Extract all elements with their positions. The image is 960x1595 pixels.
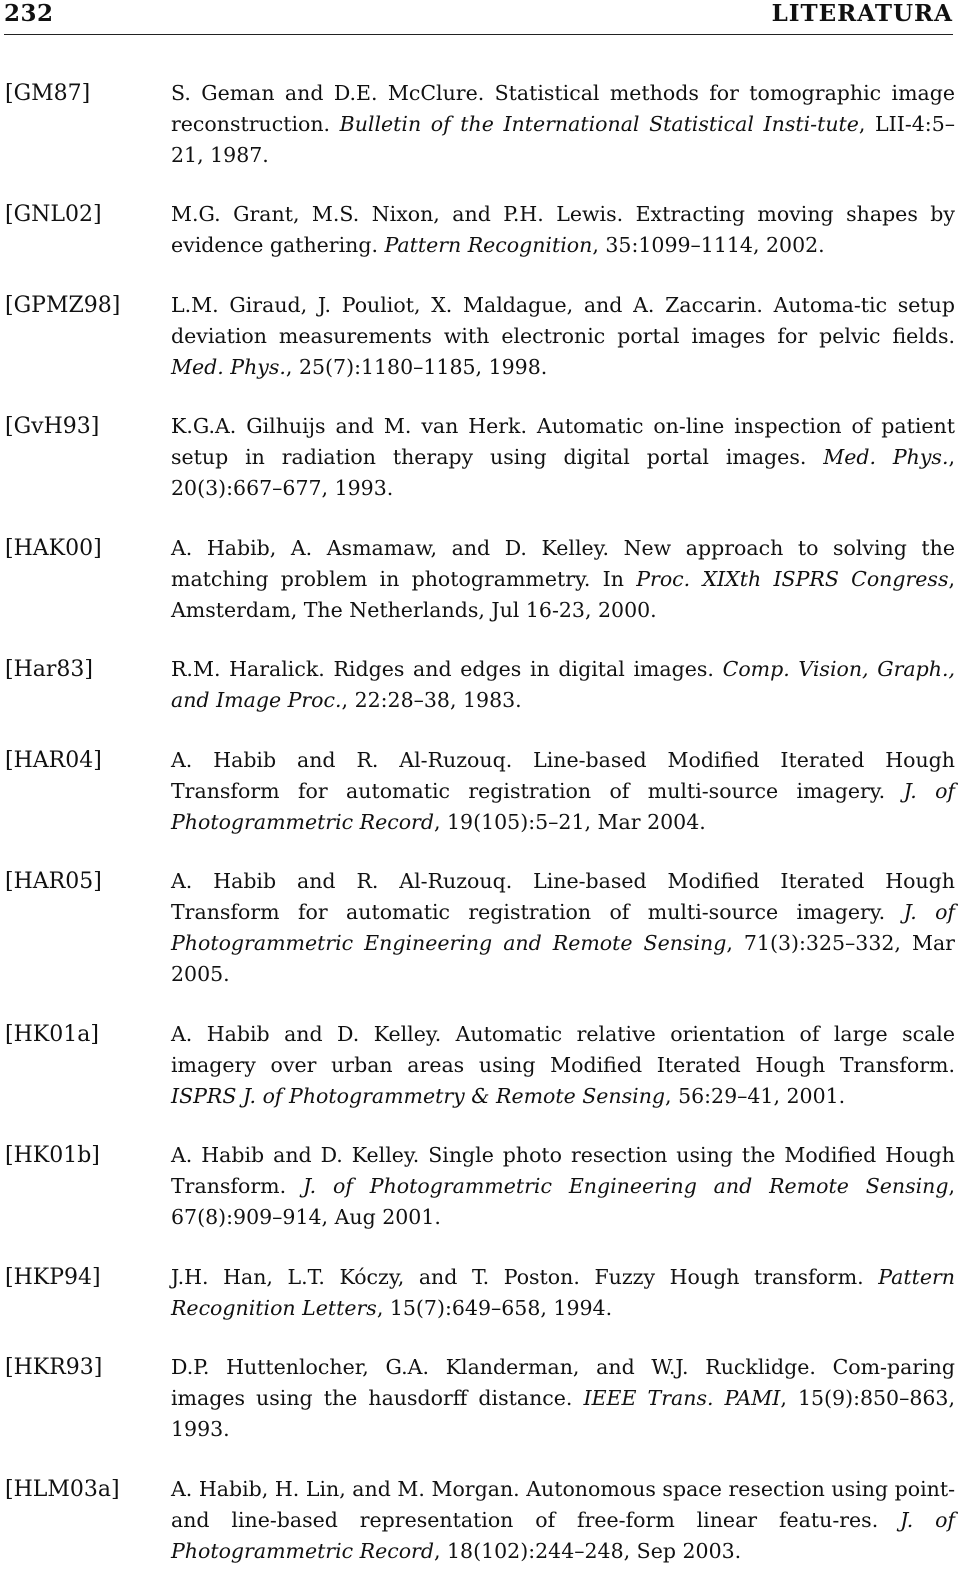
reference-segment: A. Habib and D. Kelley. Single photo resection using the Modified Hough Transform. xyxy=(171,1143,955,1198)
reference-venue: Med. Phys. xyxy=(171,355,286,379)
reference-text xyxy=(171,1262,955,1324)
reference-venue: Proc. XIXth ISPRS Congress xyxy=(636,567,949,591)
running-head: LITERATURA xyxy=(771,0,953,27)
reference-segment: , 22:28–38, 1983. xyxy=(341,688,522,712)
citation-key: [HKP94] xyxy=(5,1265,101,1290)
reference-venue: J. of Photogrammetric Record xyxy=(171,1508,956,1563)
reference-venue: ISPRS J. of Photogrammetry & Remote Sensing xyxy=(171,1084,666,1108)
reference-segment: , 67(8):909–914, Aug 2001. xyxy=(171,1174,956,1229)
reference-venue: J. of Photogrammetric Engineering and Remote Sensing xyxy=(171,900,956,955)
reference-segment: A. Habib and D. Kelley. Automatic relative orientation of large scale imagery over urban areas using Modified Iterated Hough Transform. xyxy=(171,1022,955,1077)
reference-segment: , 15(7):649–658, 1994. xyxy=(376,1296,613,1320)
reference-segment: , 20(3):667–677, 1993. xyxy=(171,445,955,500)
reference-segment: S. Geman and D.E. McClure. Statistical methods for tomographic image reconstruction. xyxy=(171,81,955,136)
reference-text xyxy=(171,290,955,383)
reference-segment: D.P. Huttenlocher, G.A. Klanderman, and W.J. Rucklidge. Com-paring images using the hausdorff distance. xyxy=(171,1355,955,1410)
reference-segment: L.M. Giraud, J. Pouliot, X. Maldague, and A. Zaccarin. Automa-tic setup deviation measurements with electronic portal images for pelvic fields. xyxy=(171,293,955,348)
citation-key: [HK01b] xyxy=(5,1143,100,1168)
reference-segment: , 71(3):325–332, Mar 2005. xyxy=(171,931,955,986)
reference-segment: , 35:1099–1114, 2002. xyxy=(592,233,825,257)
citation-key: [GM87] xyxy=(5,81,91,106)
page-header xyxy=(4,0,953,35)
reference-text xyxy=(171,1019,955,1112)
citation-key: [GNL02] xyxy=(5,202,102,227)
reference-text xyxy=(171,1140,955,1233)
reference-segment: A. Habib and R. Al-Ruzouq. Line-based Modified Iterated Hough Transform for automatic registration of multi-source imagery. xyxy=(171,748,955,803)
reference-venue: Pattern Recognition xyxy=(384,233,593,257)
reference-venue: J. of Photogrammetric Engineering and Remote Sensing xyxy=(302,1174,949,1198)
reference-segment: , 25(7):1180–1185, 1998. xyxy=(285,355,548,379)
reference-segment: M.G. Grant, M.S. Nixon, and P.H. Lewis. Extracting moving shapes by evidence gathering. xyxy=(171,202,955,257)
citation-key: [HKR93] xyxy=(5,1355,103,1380)
reference-venue: Bulletin of the International Statistical Insti-tute xyxy=(339,112,859,136)
reference-segment: , 18(102):244–248, Sep 2003. xyxy=(433,1539,742,1563)
reference-segment: , Amsterdam, The Netherlands, Jul 16-23, 2000. xyxy=(171,567,956,622)
citation-key: [Har83] xyxy=(5,657,93,682)
citation-key: [HLM03a] xyxy=(5,1477,120,1502)
reference-segment: , 19(105):5–21, Mar 2004. xyxy=(433,810,706,834)
reference-venue: Comp. Vision, Graph., and Image Proc. xyxy=(171,657,955,712)
reference-text xyxy=(171,745,955,838)
reference-segment: A. Habib, A. Asmamaw, and D. Kelley. New approach to solving the matching problem in photogrammetry. In xyxy=(171,536,955,591)
reference-text xyxy=(171,1352,955,1445)
reference-venue: IEEE Trans. PAMI xyxy=(583,1386,781,1410)
citation-key: [HK01a] xyxy=(5,1022,99,1047)
reference-segment: , 15(9):850–863, 1993. xyxy=(171,1386,955,1441)
citation-key: [HAR04] xyxy=(5,748,102,773)
reference-text xyxy=(171,533,955,626)
reference-text xyxy=(171,199,955,261)
page-number: 232 xyxy=(4,0,54,27)
reference-segment: R.M. Haralick. Ridges and edges in digital images. xyxy=(171,657,723,681)
reference-segment: J.H. Han, L.T. Kóczy, and T. Poston. Fuzzy Hough transform. xyxy=(171,1265,879,1289)
reference-segment: K.G.A. Gilhuijs and M. van Herk. Automatic on-line inspection of patient setup in radiation therapy using digital portal images. xyxy=(171,414,955,469)
reference-text xyxy=(171,78,955,171)
reference-text xyxy=(171,866,955,990)
reference-venue: Pattern Recognition Letters xyxy=(171,1265,955,1320)
reference-text xyxy=(171,411,955,504)
reference-venue: J. of Photogrammetric Record xyxy=(171,779,956,834)
citation-key: [GPMZ98] xyxy=(5,293,121,318)
reference-venue: Med. Phys. xyxy=(823,445,949,469)
citation-key: [GvH93] xyxy=(5,414,100,439)
reference-segment: A. Habib, H. Lin, and M. Morgan. Autonomous space resection using point- and line-based representation of free-form linear featu-res. xyxy=(171,1477,955,1532)
citation-key: [HAR05] xyxy=(5,869,102,894)
reference-text xyxy=(171,654,955,716)
reference-text xyxy=(171,1474,955,1567)
reference-segment: , LII-4:5–21, 1987. xyxy=(171,112,955,167)
reference-segment: , 56:29–41, 2001. xyxy=(665,1084,846,1108)
reference-segment: A. Habib and R. Al-Ruzouq. Line-based Modified Iterated Hough Transform for automatic registration of multi-source imagery. xyxy=(171,869,955,924)
citation-key: [HAK00] xyxy=(5,536,102,561)
